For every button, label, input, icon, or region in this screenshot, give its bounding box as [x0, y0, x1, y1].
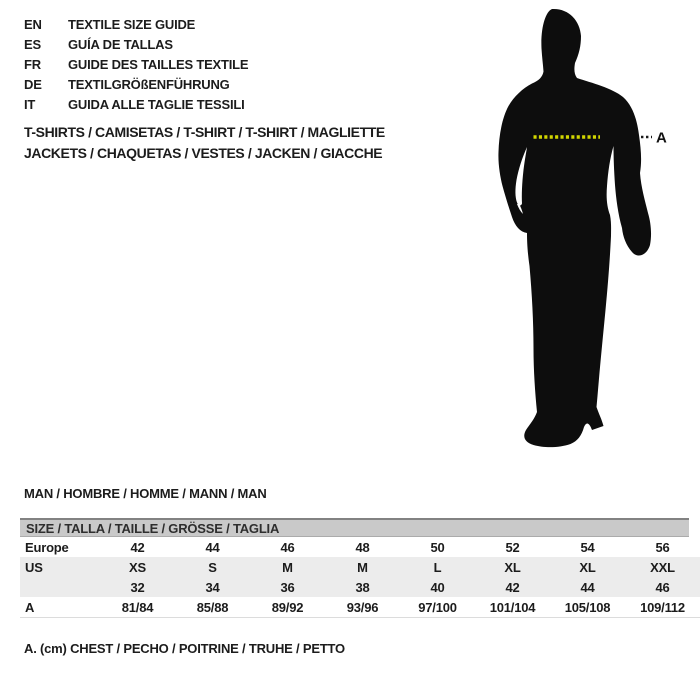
size-cell: 38 [355, 579, 370, 595]
size-cell: 46 [655, 579, 670, 595]
size-cell: 34 [205, 579, 220, 595]
size-cell: 36 [280, 579, 295, 595]
lang-label: TEXTILE SIZE GUIDE [68, 16, 196, 32]
language-list [24, 14, 248, 114]
size-cell: XL [579, 559, 596, 575]
man-silhouette [470, 0, 700, 470]
row-label: US [25, 559, 43, 575]
size-cell: 101/104 [489, 599, 536, 615]
lang-row-de [24, 74, 248, 94]
lang-row-fr [24, 54, 248, 74]
size-table-header [20, 518, 689, 537]
size-cell: M [357, 559, 368, 575]
lang-row-en [24, 14, 248, 34]
section-heading: MAN / HOMBRE / HOMME / MANN / MAN [24, 486, 267, 501]
size-cell: 46 [280, 539, 295, 555]
size-cell: 54 [580, 539, 595, 555]
size-cell: 44 [580, 579, 595, 595]
table-row-us [20, 557, 700, 577]
table-row-chest [20, 597, 700, 618]
lang-code: DE [24, 76, 42, 92]
size-cell: 105/108 [564, 599, 611, 615]
lang-label: GUIDA ALLE TAGLIE TESSILI [68, 96, 245, 112]
row-label: Europe [25, 539, 69, 555]
lang-label: TEXTILGRÖßENFÜHRUNG [68, 76, 230, 92]
lang-row-it [24, 94, 248, 114]
size-cell: 97/100 [418, 599, 457, 615]
size-cell: 42 [505, 579, 520, 595]
size-cell: 44 [205, 539, 220, 555]
size-cell: M [282, 559, 293, 575]
size-table-header-label: SIZE / TALLA / TAILLE / GRÖSSE / TAGLIA [26, 520, 280, 536]
size-cell: 52 [505, 539, 520, 555]
size-cell: XXL [650, 559, 675, 575]
footnote-chest-measure: A. (cm) CHEST / PECHO / POITRINE / TRUHE / PETTO [24, 641, 345, 656]
table-row-europe [20, 537, 700, 557]
lang-code: EN [24, 16, 42, 32]
size-cell: L [433, 559, 442, 575]
size-cell: 81/84 [121, 599, 154, 615]
lang-code: ES [24, 36, 41, 52]
category-line-jackets: JACKETS / CHAQUETAS / VESTES / JACKEN / GIACCHE [24, 145, 383, 161]
size-cell: 89/92 [271, 599, 304, 615]
row-label: A [25, 599, 35, 615]
silhouette-shape [498, 9, 651, 447]
size-cell: S [208, 559, 217, 575]
size-cell: 50 [430, 539, 445, 555]
size-cell: 85/88 [196, 599, 229, 615]
size-cell: 40 [430, 579, 445, 595]
size-cell: XL [504, 559, 521, 575]
lang-label: GUÍA DE TALLAS [68, 36, 173, 52]
size-cell: XS [129, 559, 146, 575]
lang-label: GUIDE DES TAILLES TEXTILE [68, 56, 249, 72]
table-row-numeric [20, 577, 700, 597]
measure-label-a: A [656, 129, 667, 147]
lang-code: FR [24, 56, 41, 72]
size-table [20, 518, 700, 618]
size-cell: 93/96 [346, 599, 379, 615]
size-cell: 48 [355, 539, 370, 555]
lang-code: IT [24, 96, 36, 112]
size-cell: 109/112 [640, 599, 685, 615]
size-cell: 56 [655, 539, 670, 555]
category-line-tshirts: T-SHIRTS / CAMISETAS / T-SHIRT / T-SHIRT / MAGLIETTE [24, 124, 385, 140]
category-lines [24, 122, 385, 164]
size-cell: 42 [130, 539, 145, 555]
lang-row-es [24, 34, 248, 54]
size-cell: 32 [130, 579, 145, 595]
